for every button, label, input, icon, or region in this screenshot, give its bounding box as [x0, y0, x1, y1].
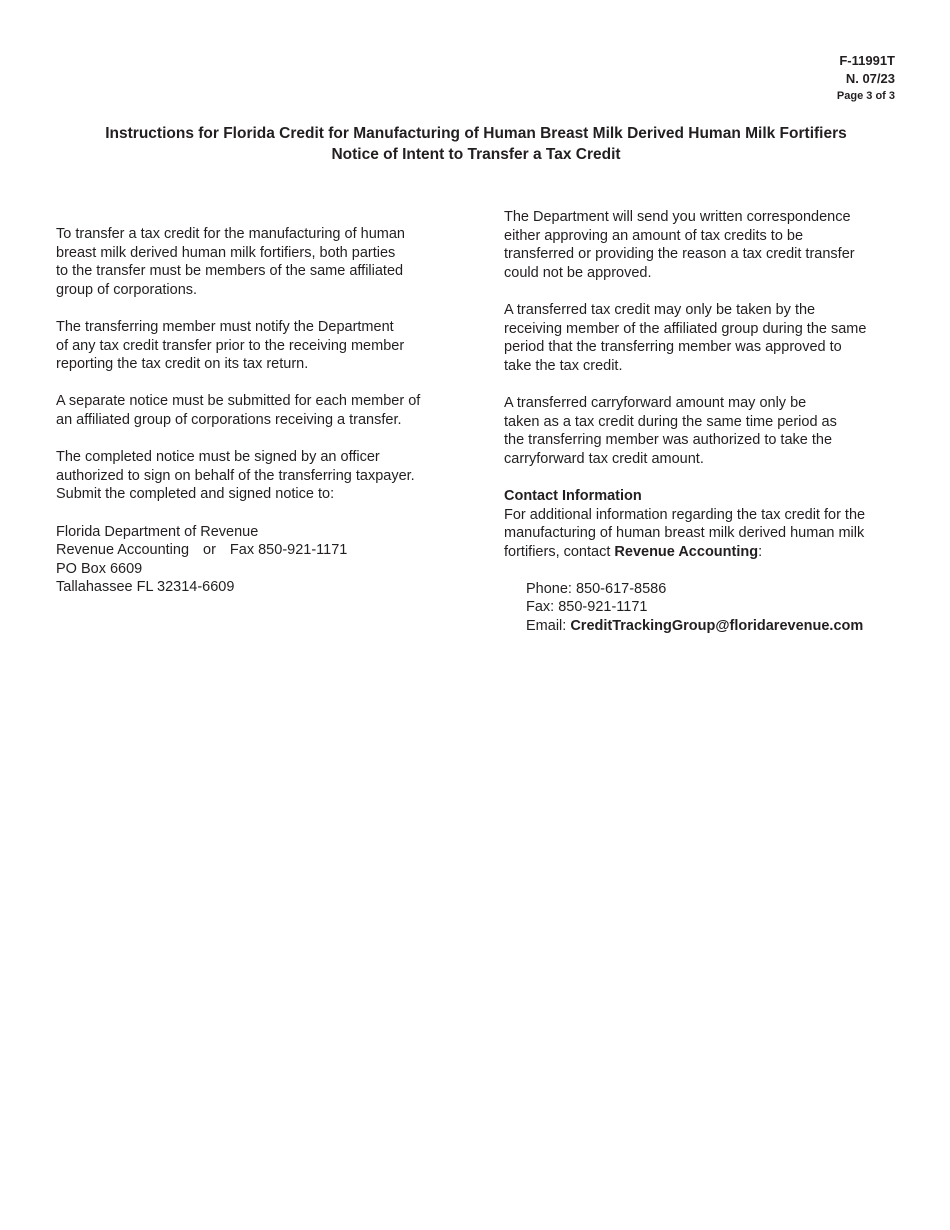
- text-fragment: fortifiers, contact: [504, 543, 615, 560]
- text-line: manufacturing of human breast milk derived human milk: [504, 525, 865, 542]
- transfer-eligibility-paragraph: [56, 225, 471, 299]
- notify-department-paragraph: [56, 318, 471, 374]
- text-line: group of corporations.: [56, 281, 198, 298]
- text-line: To transfer a tax credit for the manufacturing of human: [56, 226, 405, 242]
- address-line: Florida Department of Revenue: [56, 523, 259, 540]
- form-number: F-11991T: [839, 53, 895, 68]
- address-line: [56, 541, 471, 560]
- form-identifier: [837, 52, 895, 105]
- or-text: or: [203, 542, 216, 559]
- text-line: period that the transferring member was approved to: [504, 339, 842, 356]
- text-line: reporting the tax credit on its tax return.: [56, 356, 309, 373]
- revenue-accounting-name: Revenue Accounting: [614, 543, 759, 560]
- text-line: Submit the completed and signed notice to:: [56, 486, 335, 503]
- page-number: Page 3 of 3: [836, 90, 895, 102]
- text-line: transferred or providing the reason a tax credit transfer: [504, 246, 855, 263]
- text-line: The completed notice must be signed by an officer: [56, 449, 380, 466]
- department-name: Revenue Accounting: [56, 542, 190, 559]
- text-line: the transferring member was authorized to take the: [504, 432, 833, 449]
- phone-number: Phone: 850-617-8586: [526, 580, 667, 597]
- text-line: A transferred carryforward amount may only be: [504, 394, 807, 411]
- email-address: CreditTrackingGroup@floridarevenue.com: [570, 618, 864, 635]
- text-line: of any tax credit transfer prior to the receiving member: [56, 337, 405, 354]
- text-line: could not be approved.: [504, 264, 652, 281]
- form-revision: N. 07/23: [845, 71, 895, 86]
- text-line: The transferring member must notify the Department: [56, 318, 394, 335]
- text-line: receiving member of the affiliated group during the same: [504, 320, 867, 337]
- carryforward-paragraph: [504, 394, 914, 468]
- text-line: an affiliated group of corporations receiving a transfer.: [56, 411, 402, 428]
- title-line-1: Instructions for Florida Credit for Manufacturing of Human Breast Milk Derived Human Milk Fortifiers: [105, 125, 847, 142]
- text-line: The Department will send you written correspondence: [504, 209, 851, 225]
- text-line: carryforward tax credit amount.: [504, 450, 704, 467]
- address-line: Tallahassee FL 32314-6609: [56, 579, 235, 596]
- text-line: taken as a tax credit during the same time period as: [504, 413, 837, 430]
- fax-number: Fax: 850-921-1171: [526, 599, 648, 616]
- address-line: PO Box 6609: [56, 560, 143, 577]
- contact-heading: Contact Information: [504, 487, 642, 504]
- email-label: Email:: [526, 618, 571, 635]
- text-line: authorized to sign on behalf of the transferring taxpayer.: [56, 467, 415, 484]
- contact-information: [504, 487, 914, 561]
- text-line: For additional information regarding the tax credit for the: [504, 506, 866, 523]
- right-column: [504, 208, 914, 636]
- left-column: [56, 225, 471, 615]
- text-line: A separate notice must be submitted for each member of: [56, 393, 421, 410]
- text-line: either approving an amount of tax credits to be: [504, 227, 804, 244]
- contact-details: [504, 580, 914, 636]
- title-line-2: Notice of Intent to Transfer a Tax Credit: [331, 146, 621, 163]
- text-line: take the tax credit.: [504, 357, 623, 374]
- transferred-credit-paragraph: [504, 301, 914, 375]
- text-line: [504, 543, 914, 562]
- text-line: breast milk derived human milk fortifiers, both parties: [56, 244, 396, 261]
- text-line: to the transfer must be members of the same affiliated: [56, 263, 404, 280]
- correspondence-paragraph: [504, 208, 914, 282]
- email-line: [526, 617, 914, 636]
- fax-number: Fax 850-921-1171: [229, 542, 348, 559]
- signature-paragraph: [56, 448, 471, 504]
- text-fragment: :: [758, 543, 763, 560]
- page-title: [40, 123, 912, 165]
- separate-notice-paragraph: [56, 392, 471, 429]
- text-line: A transferred tax credit may only be taken by the: [504, 301, 816, 318]
- mailing-address: [56, 523, 471, 597]
